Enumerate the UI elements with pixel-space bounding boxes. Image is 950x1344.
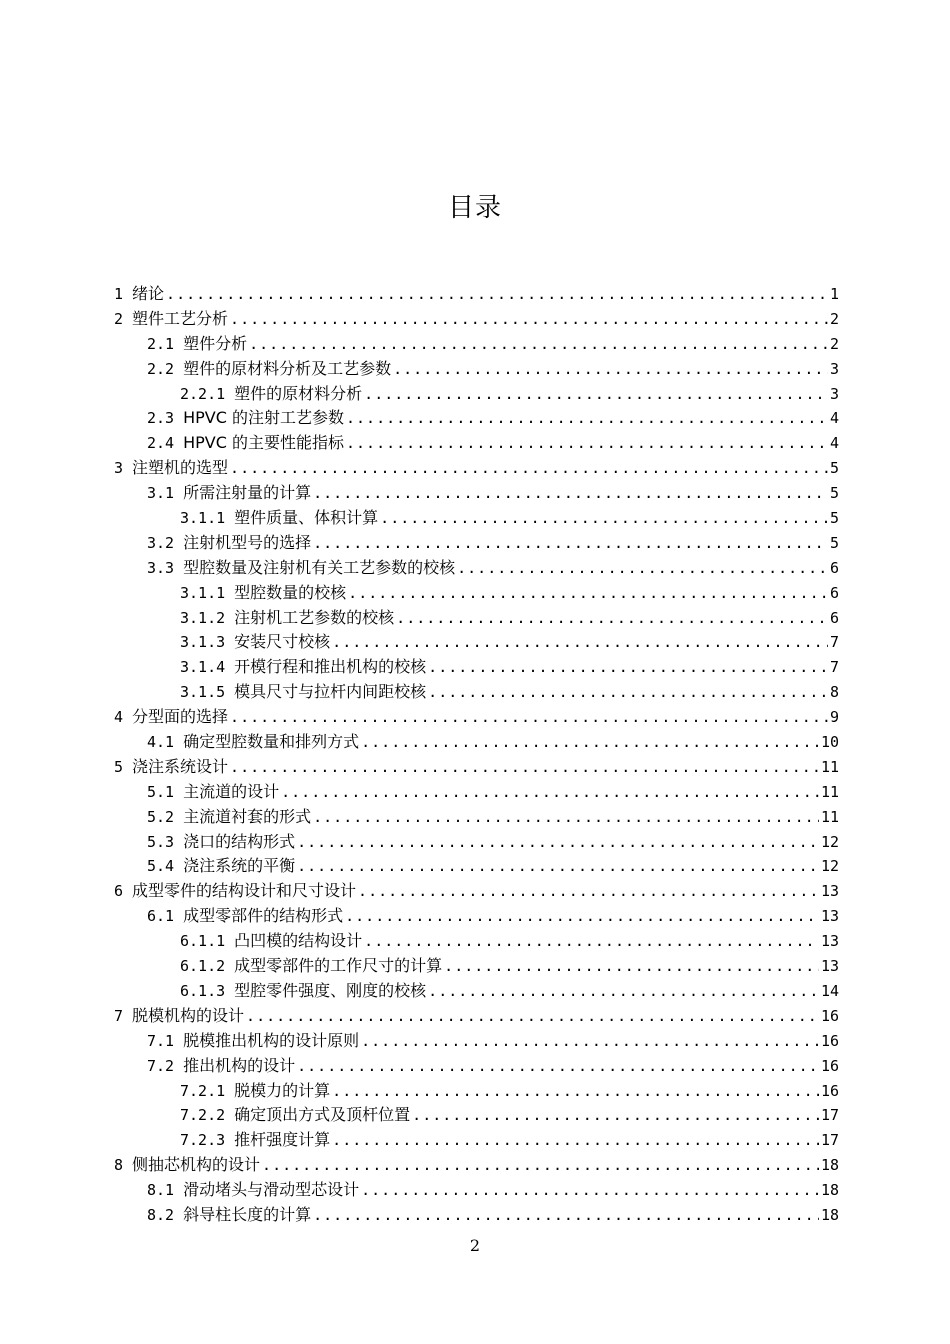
- toc-entry[interactable]: [114, 879, 839, 904]
- toc-entry[interactable]: [114, 854, 839, 879]
- toc-entry-page: 18: [820, 1205, 839, 1224]
- toc-entry-number: 5.3: [147, 832, 175, 851]
- toc-entry[interactable]: [114, 506, 839, 531]
- toc-entry[interactable]: [114, 655, 839, 680]
- toc-dot-leader: [345, 904, 819, 929]
- toc-dot-leader: [313, 481, 828, 506]
- toc-entry-number: 1: [114, 285, 124, 303]
- toc-entry[interactable]: [114, 830, 839, 855]
- toc-entry-page: 4: [829, 434, 839, 453]
- toc-entry-number: 7.1: [147, 1031, 175, 1050]
- toc-dot-leader: [428, 979, 819, 1004]
- toc-dot-leader: [396, 606, 828, 631]
- toc-entry-title: 注射机型号的选择: [183, 532, 312, 552]
- toc-dot-leader: [361, 1029, 819, 1054]
- toc-entry-number: 2.4: [147, 434, 175, 453]
- toc-entry-title: 绪论: [132, 284, 165, 303]
- toc-entry[interactable]: [114, 456, 839, 481]
- toc-dot-leader: [380, 506, 828, 531]
- toc-entry-title: 凸凹模的结构设计: [234, 931, 363, 951]
- toc-entry-page: 18: [820, 1181, 839, 1200]
- toc-entry-title: 主流道的设计: [183, 781, 280, 801]
- toc-entry-title: 推出机构的设计: [183, 1055, 296, 1075]
- toc-entry[interactable]: [114, 581, 839, 606]
- toc-entry[interactable]: [114, 1178, 839, 1203]
- toc-entry-page: 6: [829, 558, 839, 577]
- toc-entry[interactable]: [114, 307, 839, 332]
- toc-entry-number: 6.1.1: [180, 932, 226, 951]
- toc-dot-leader: [332, 1079, 819, 1104]
- toc-entry[interactable]: [114, 755, 839, 780]
- toc-entry-number: 3.1.4: [180, 658, 226, 677]
- toc-entry[interactable]: [114, 556, 839, 581]
- toc-dot-leader: [412, 1103, 819, 1128]
- toc-entry[interactable]: [114, 1004, 839, 1029]
- toc-entry-title: 模具尺寸与拉杆内间距校核: [234, 682, 427, 702]
- toc-entry-page: 16: [820, 1056, 839, 1075]
- toc-entry[interactable]: [114, 1079, 839, 1104]
- toc-entry-page: 13: [820, 957, 839, 976]
- toc-entry-page: 3: [829, 359, 839, 378]
- toc-entry[interactable]: [114, 954, 839, 979]
- toc-entry-page: 2: [829, 334, 839, 353]
- toc-entry-page: 11: [820, 807, 839, 826]
- toc-entry-title: 开模行程和推出机构的校核: [234, 657, 427, 677]
- toc-entry-number: 6.1: [147, 907, 175, 926]
- toc-entry-page: 13: [820, 882, 839, 901]
- toc-entry[interactable]: [114, 630, 839, 655]
- toc-entry-page: 5: [829, 484, 839, 503]
- toc-entry-number: 2.2.1: [180, 384, 226, 403]
- toc-entry-page: 10: [820, 733, 839, 752]
- toc-dot-leader: [332, 1128, 819, 1153]
- toc-entry-title: 主流道衬套的形式: [183, 806, 312, 826]
- toc-entry[interactable]: [114, 357, 839, 382]
- toc-entry-number: 8: [114, 1156, 124, 1175]
- toc-entry-number: 7.2.2: [180, 1106, 226, 1125]
- toc-entry-number: 3.1.1: [180, 509, 226, 528]
- toc-entry-number: 7: [114, 1006, 124, 1025]
- toc-entry-title: 塑件工艺分析: [132, 308, 229, 328]
- toc-entry-page: 8: [829, 683, 839, 702]
- toc-entry[interactable]: [114, 1128, 839, 1153]
- toc-dot-leader: [364, 382, 828, 407]
- toc-entry[interactable]: [114, 1054, 839, 1079]
- toc-entry-page: 13: [820, 932, 839, 951]
- toc-entry[interactable]: [114, 929, 839, 954]
- toc-dot-leader: [297, 854, 819, 879]
- toc-entry-number: 8.2: [147, 1205, 175, 1224]
- toc-entry[interactable]: [114, 282, 839, 307]
- toc-dot-leader: [428, 680, 828, 705]
- toc-entry-page: 11: [820, 782, 839, 801]
- toc-entry-number: 4: [114, 708, 124, 727]
- toc-entry-number: 6: [114, 882, 124, 901]
- toc-entry-title: 浇口的结构形式: [183, 831, 296, 851]
- toc-entry-number: 3.1.5: [180, 683, 226, 702]
- toc-entry-title: 塑件的原材料分析: [234, 383, 363, 403]
- toc-entry-title: 型腔数量及注射机有关工艺参数的校核: [183, 557, 456, 577]
- toc-entry-number: 3.1: [147, 484, 175, 503]
- toc-entry-title: 推杆强度计算: [234, 1130, 331, 1150]
- toc-entry-title: 成型零部件的结构形式: [183, 906, 344, 926]
- page-number: 2: [469, 1236, 481, 1255]
- toc-entry-title: 分型面的选择: [132, 707, 229, 727]
- toc-entry[interactable]: [114, 1029, 839, 1054]
- toc-entry-page: 9: [829, 708, 839, 727]
- toc-dot-leader: [358, 879, 819, 904]
- toc-dot-leader: [361, 1178, 819, 1203]
- toc-dot-leader: [393, 357, 828, 382]
- toc-dot-leader: [262, 1153, 819, 1178]
- toc-entry-page: 5: [829, 509, 839, 528]
- toc-dot-leader: [364, 929, 819, 954]
- toc-entry[interactable]: [114, 979, 839, 1004]
- toc-entry-page: 2: [829, 309, 839, 328]
- toc-entry-number: 2.1: [147, 334, 175, 353]
- toc-entry-title: 脱模机构的设计: [132, 1005, 245, 1025]
- toc-entry-number: 2: [114, 309, 124, 328]
- toc-entry-page: 5: [829, 459, 839, 478]
- toc-entry-number: 3.1.1: [180, 583, 226, 602]
- toc-entry[interactable]: [114, 1103, 839, 1128]
- toc-entry[interactable]: [114, 805, 839, 830]
- toc-entry[interactable]: [114, 332, 839, 357]
- toc-entry-number: 3: [114, 459, 124, 478]
- toc-entry-number: 3.1.2: [180, 608, 226, 627]
- toc-dot-leader: [166, 282, 828, 307]
- toc-entry[interactable]: [114, 780, 839, 805]
- toc-entry-number: 6.1.2: [180, 957, 226, 976]
- toc-entry-title: 浇注系统设计: [132, 756, 229, 776]
- toc-dot-leader: [332, 630, 828, 655]
- toc-dot-leader: [297, 830, 819, 855]
- toc-entry-title: 脱模力的计算: [234, 1080, 331, 1100]
- page-title: 目录: [447, 193, 502, 223]
- toc-dot-leader: [230, 307, 828, 332]
- toc-entry-page: 11: [820, 757, 839, 776]
- toc-entry-page: 12: [820, 832, 839, 851]
- toc-entry[interactable]: [114, 730, 839, 755]
- toc-entry-page: 3: [829, 384, 839, 403]
- toc-entry-title: HPVC 的主要性能指标: [183, 433, 344, 453]
- toc-dot-leader: [230, 705, 828, 730]
- toc-dot-leader: [346, 406, 828, 431]
- toc-dot-leader: [297, 1054, 819, 1079]
- toc-entry[interactable]: [114, 680, 839, 705]
- toc-entry-page: 12: [820, 857, 839, 876]
- toc-entry-title: 成型零件的结构设计和尺寸设计: [132, 881, 357, 901]
- toc-entry-number: 2.2: [147, 359, 175, 378]
- toc-entry[interactable]: [114, 406, 839, 431]
- toc-entry-number: 7.2: [147, 1056, 175, 1075]
- toc-entry-page: 6: [829, 583, 839, 602]
- toc-dot-leader: [428, 655, 828, 680]
- toc-entry-title: 滑动堵头与滑动型芯设计: [183, 1180, 360, 1200]
- toc-entry[interactable]: [114, 382, 839, 407]
- toc-entry[interactable]: [114, 481, 839, 506]
- toc-entry-title: 斜导柱长度的计算: [183, 1204, 312, 1224]
- toc-entry-number: 6.1.3: [180, 981, 226, 1000]
- toc-entry[interactable]: [114, 531, 839, 556]
- toc-entry[interactable]: [114, 1153, 839, 1178]
- toc-entry-title: 脱模推出机构的设计原则: [183, 1030, 360, 1050]
- toc-entry-page: 5: [829, 533, 839, 552]
- toc-entry-number: 5: [114, 757, 124, 776]
- toc-entry-number: 5.1: [147, 782, 175, 801]
- toc-entry-number: 4.1: [147, 733, 175, 752]
- toc-entry-page: 17: [820, 1131, 839, 1150]
- toc-dot-leader: [281, 780, 819, 805]
- toc-entry-title: 侧抽芯机构的设计: [132, 1155, 261, 1175]
- toc-entry-number: 3.3: [147, 558, 175, 577]
- toc-entry-title: 成型零部件的工作尺寸的计算: [234, 956, 443, 976]
- toc-dot-leader: [444, 954, 819, 979]
- toc-dot-leader: [457, 556, 828, 581]
- table-of-contents: [114, 282, 839, 1228]
- toc-entry-title: 塑件分析: [183, 333, 248, 353]
- toc-entry-title: 确定型腔数量和排列方式: [183, 732, 360, 752]
- toc-entry-title: 注射机工艺参数的校核: [234, 607, 395, 627]
- toc-entry[interactable]: [114, 431, 839, 456]
- toc-entry-title: 塑件质量、体积计算: [234, 508, 379, 528]
- toc-dot-leader: [230, 755, 819, 780]
- toc-dot-leader: [361, 730, 819, 755]
- toc-entry-page: 4: [829, 409, 839, 428]
- toc-entry-page: 17: [820, 1106, 839, 1125]
- toc-entry[interactable]: [114, 606, 839, 631]
- toc-entry-number: 8.1: [147, 1181, 175, 1200]
- toc-dot-leader: [246, 1004, 819, 1029]
- toc-entry-number: 5.4: [147, 857, 175, 876]
- toc-dot-leader: [230, 456, 828, 481]
- toc-entry[interactable]: [114, 705, 839, 730]
- toc-entry-title: 型腔数量的校核: [234, 582, 347, 602]
- toc-entry-number: 2.3: [147, 409, 175, 428]
- toc-entry-page: 18: [820, 1156, 839, 1175]
- toc-entry[interactable]: [114, 1203, 839, 1228]
- toc-entry-page: 6: [829, 608, 839, 627]
- toc-entry-title: 型腔零件强度、刚度的校核: [234, 980, 427, 1000]
- toc-dot-leader: [313, 531, 828, 556]
- toc-entry-page: 7: [829, 633, 839, 652]
- toc-entry-page: 13: [820, 907, 839, 926]
- toc-entry-title: HPVC 的注射工艺参数: [183, 408, 344, 428]
- toc-entry-title: 安装尺寸校核: [234, 632, 331, 652]
- toc-entry[interactable]: [114, 904, 839, 929]
- toc-entry-page: 16: [820, 1081, 839, 1100]
- toc-entry-page: 16: [820, 1006, 839, 1025]
- toc-dot-leader: [313, 1203, 819, 1228]
- toc-entry-number: 7.2.3: [180, 1131, 226, 1150]
- toc-entry-page: 1: [829, 285, 839, 303]
- toc-dot-leader: [249, 332, 828, 357]
- toc-entry-title: 注塑机的选型: [132, 458, 229, 478]
- toc-entry-number: 3.1.3: [180, 633, 226, 652]
- toc-entry-number: 5.2: [147, 807, 175, 826]
- toc-dot-leader: [346, 431, 828, 456]
- toc-entry-title: 塑件的原材料分析及工艺参数: [183, 358, 392, 378]
- toc-entry-page: 16: [820, 1031, 839, 1050]
- toc-entry-number: 7.2.1: [180, 1081, 226, 1100]
- toc-entry-number: 3.2: [147, 533, 175, 552]
- toc-entry-title: 确定顶出方式及顶杆位置: [234, 1105, 411, 1125]
- toc-dot-leader: [348, 581, 828, 606]
- toc-entry-page: 7: [829, 658, 839, 677]
- toc-entry-page: 14: [820, 981, 839, 1000]
- toc-entry-title: 所需注射量的计算: [183, 483, 312, 503]
- toc-entry-title: 浇注系统的平衡: [183, 856, 296, 876]
- toc-dot-leader: [313, 805, 819, 830]
